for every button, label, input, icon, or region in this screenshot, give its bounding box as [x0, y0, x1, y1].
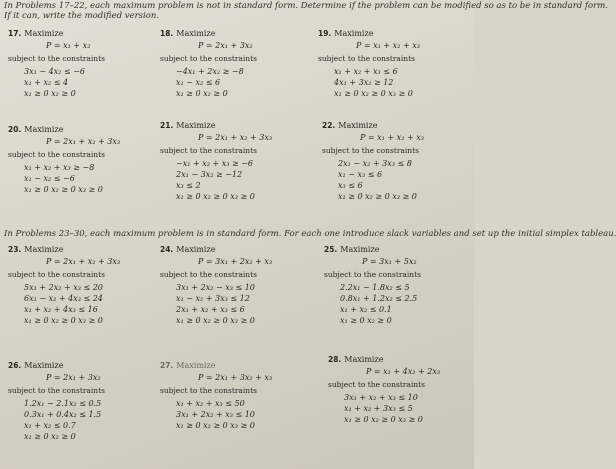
constraint: 3x₁ + x₂ + x₃ ≤ 10 [344, 393, 418, 402]
problem-19 [318, 28, 420, 99]
constraints-list [328, 392, 440, 425]
constraint: 1.2x₁ − 2.1x₂ ≤ 0.5 [24, 399, 102, 408]
constraints-heading: subject to the constraints [8, 54, 105, 63]
constraint: x₁ − x₃ ≤ 6 [338, 170, 383, 179]
constraint: x₁ ≥ 0 x₂ ≥ 0 [340, 316, 392, 325]
objective-function: P = 2x₁ + x₂ + 3x₃ [198, 133, 273, 142]
constraint: 3x₁ + 2x₂ + x₃ ≤ 10 [176, 410, 255, 419]
constraint: 0.8x₁ + 1.2x₂ ≤ 2.5 [340, 294, 418, 303]
constraints-list [318, 66, 420, 99]
problem-verb: Maximize [334, 29, 374, 38]
constraint: x₁ ≥ 0 x₂ ≥ 0 x₃ ≥ 0 [24, 185, 103, 194]
constraints-heading: subject to the constraints [160, 54, 257, 63]
problem-verb: Maximize [340, 245, 380, 254]
constraints-list [8, 162, 120, 195]
problem-verb: Maximize [24, 29, 64, 38]
objective-function: P = x₁ + 4x₂ + 2x₃ [366, 367, 441, 376]
problem-21 [160, 120, 272, 202]
constraint: x₁ + x₂ + 3x₃ ≤ 5 [344, 404, 413, 413]
problem-26 [8, 360, 105, 442]
constraints-heading: subject to the constraints [328, 380, 425, 389]
constraints-heading: subject to the constraints [8, 270, 105, 279]
constraint: x₁ − x₂ ≤ −6 [24, 174, 75, 183]
constraints-heading: subject to the constraints [160, 146, 257, 155]
objective-function: P = 2x₁ + 3x₂ [46, 373, 101, 382]
problem-24 [160, 244, 272, 326]
constraint: x₁ − x₂ + 3x₃ ≤ 12 [176, 294, 250, 303]
objective-function: P = x₁ + x₂ + x₃ [356, 41, 420, 50]
constraints-list [8, 282, 120, 326]
constraint: x₁ + x₂ ≤ 0.7 [24, 421, 76, 430]
constraint: x₁ ≥ 0 x₂ ≥ 0 x₃ ≥ 0 [338, 192, 417, 201]
problem-22 [322, 120, 424, 202]
constraint: x₁ + x₂ + 4x₃ ≤ 16 [24, 305, 98, 314]
problem-number: 22. [322, 121, 336, 130]
objective-function: P = 2x₁ + 3x₂ [198, 41, 253, 50]
problem-number: 21. [160, 121, 174, 130]
constraints-list [324, 282, 421, 326]
problem-25 [324, 244, 421, 326]
problem-verb: Maximize [338, 121, 378, 130]
constraint: x₁ + x₂ + x₃ ≤ 6 [334, 67, 398, 76]
problem-verb: Maximize [24, 245, 64, 254]
problem-number: 27. [160, 361, 174, 370]
objective-function: P = 3x₁ + 5x₂ [362, 257, 417, 266]
constraint: 5x₁ + 2x₂ + x₃ ≤ 20 [24, 283, 103, 292]
problem-verb: Maximize [176, 361, 216, 370]
constraint: x₁ + x₂ + x₃ ≥ −8 [24, 163, 95, 172]
constraint: x₁ + x₂ + x₃ ≤ 50 [176, 399, 245, 408]
intro-problems-23-30: In Problems 23–30, each maximum problem is in standard form. For each one introduce slack variables and set up the initial simplex tableau. [4, 229, 616, 239]
constraint: 4x₁ + 3x₂ ≥ 12 [334, 78, 394, 87]
constraints-heading: subject to the constraints [160, 270, 257, 279]
constraint: x₁ ≥ 0 x₂ ≥ 0 x₃ ≥ 0 [334, 89, 413, 98]
constraint: 2x₁ + x₂ + x₃ ≤ 6 [176, 305, 245, 314]
constraint: x₁ + x₂ ≤ 4 [24, 78, 69, 87]
constraint: x₃ ≤ 2 [176, 181, 201, 190]
constraint: −4x₁ + 2x₂ ≥ −8 [176, 67, 244, 76]
constraint: 2.2x₁ − 1.8x₂ ≤ 5 [340, 283, 410, 292]
problem-number: 17. [8, 29, 22, 38]
constraints-list [8, 398, 105, 442]
objective-function: P = 2x₁ + 3x₂ + x₃ [198, 373, 273, 382]
problem-number: 20. [8, 125, 22, 134]
constraint: x₁ + x₂ ≤ 0.1 [340, 305, 392, 314]
constraint: x₁ ≥ 0 x₂ ≥ 0 x₃ ≥ 0 [176, 192, 255, 201]
constraint: 2x₁ − 3x₂ ≥ −12 [176, 170, 243, 179]
constraints-heading: subject to the constraints [324, 270, 421, 279]
constraint: x₁ ≥ 0 x₂ ≥ 0 [176, 89, 228, 98]
constraints-list [322, 158, 424, 202]
constraints-heading: subject to the constraints [322, 146, 419, 155]
problem-17 [8, 28, 105, 99]
objective-function: P = 2x₁ + x₂ + 3x₃ [46, 137, 121, 146]
problem-20 [8, 124, 120, 195]
constraints-list [160, 66, 257, 99]
problem-23 [8, 244, 120, 326]
constraint: x₁ ≥ 0 x₂ ≥ 0 x₃ ≥ 0 [176, 421, 255, 430]
constraint: x₁ ≥ 0 x₂ ≥ 0 x₃ ≥ 0 [344, 415, 423, 424]
problem-number: 19. [318, 29, 332, 38]
constraint: x₁ ≥ 0 x₂ ≥ 0 [24, 432, 76, 441]
constraint: x₁ ≥ 0 x₂ ≥ 0 [24, 89, 76, 98]
constraint: 6x₁ − x₂ + 4x₃ ≤ 24 [24, 294, 103, 303]
constraints-list [8, 66, 105, 99]
constraints-heading: subject to the constraints [8, 150, 105, 159]
problem-verb: Maximize [24, 125, 64, 134]
objective-function: P = x₁ + x₂ + x₃ [360, 133, 424, 142]
problem-18 [160, 28, 257, 99]
constraints-list [160, 158, 272, 202]
problem-verb: Maximize [344, 355, 384, 364]
constraints-heading: subject to the constraints [318, 54, 415, 63]
intro-line-2: If it can, write the modified version. [4, 11, 160, 21]
constraint: x₁ ≥ 0 x₂ ≥ 0 x₃ ≥ 0 [176, 316, 255, 325]
problem-verb: Maximize [176, 245, 216, 254]
constraint: 0.3x₁ + 0.4x₂ ≤ 1.5 [24, 410, 102, 419]
problem-verb: Maximize [176, 29, 216, 38]
constraint: x₃ ≤ 6 [338, 181, 363, 190]
constraints-list [160, 282, 272, 326]
problem-28 [328, 354, 440, 425]
problem-number: 18. [160, 29, 174, 38]
constraint: 2x₁ − x₂ + 3x₃ ≤ 8 [338, 159, 412, 168]
constraint: x₁ ≥ 0 x₂ ≥ 0 x₃ ≥ 0 [24, 316, 103, 325]
objective-function: P = 2x₁ + x₂ + 3x₃ [46, 257, 121, 266]
constraints-heading: subject to the constraints [160, 386, 257, 395]
problem-number: 28. [328, 355, 342, 364]
constraint: x₁ − x₂ ≤ 6 [176, 78, 221, 87]
problem-number: 23. [8, 245, 22, 254]
constraint: 3x₁ − 4x₂ ≤ −6 [24, 67, 85, 76]
problem-number: 25. [324, 245, 338, 254]
problem-27 [160, 360, 272, 431]
problem-number: 26. [8, 361, 22, 370]
constraints-list [160, 398, 272, 431]
intro-line-1: In Problems 17–22, each maximum problem is not in standard form. Determine if the problem can be modified so as to be in standard form. [4, 1, 608, 11]
constraints-heading: subject to the constraints [8, 386, 105, 395]
constraint: 3x₁ + 2x₂ − x₃ ≤ 10 [176, 283, 255, 292]
problem-verb: Maximize [24, 361, 64, 370]
constraint: −x₁ + x₂ + x₃ ≥ −6 [176, 159, 254, 168]
objective-function: P = x₁ + x₂ [46, 41, 91, 50]
problem-verb: Maximize [176, 121, 216, 130]
problem-number: 24. [160, 245, 174, 254]
objective-function: P = 3x₁ + 2x₂ + x₃ [198, 257, 273, 266]
